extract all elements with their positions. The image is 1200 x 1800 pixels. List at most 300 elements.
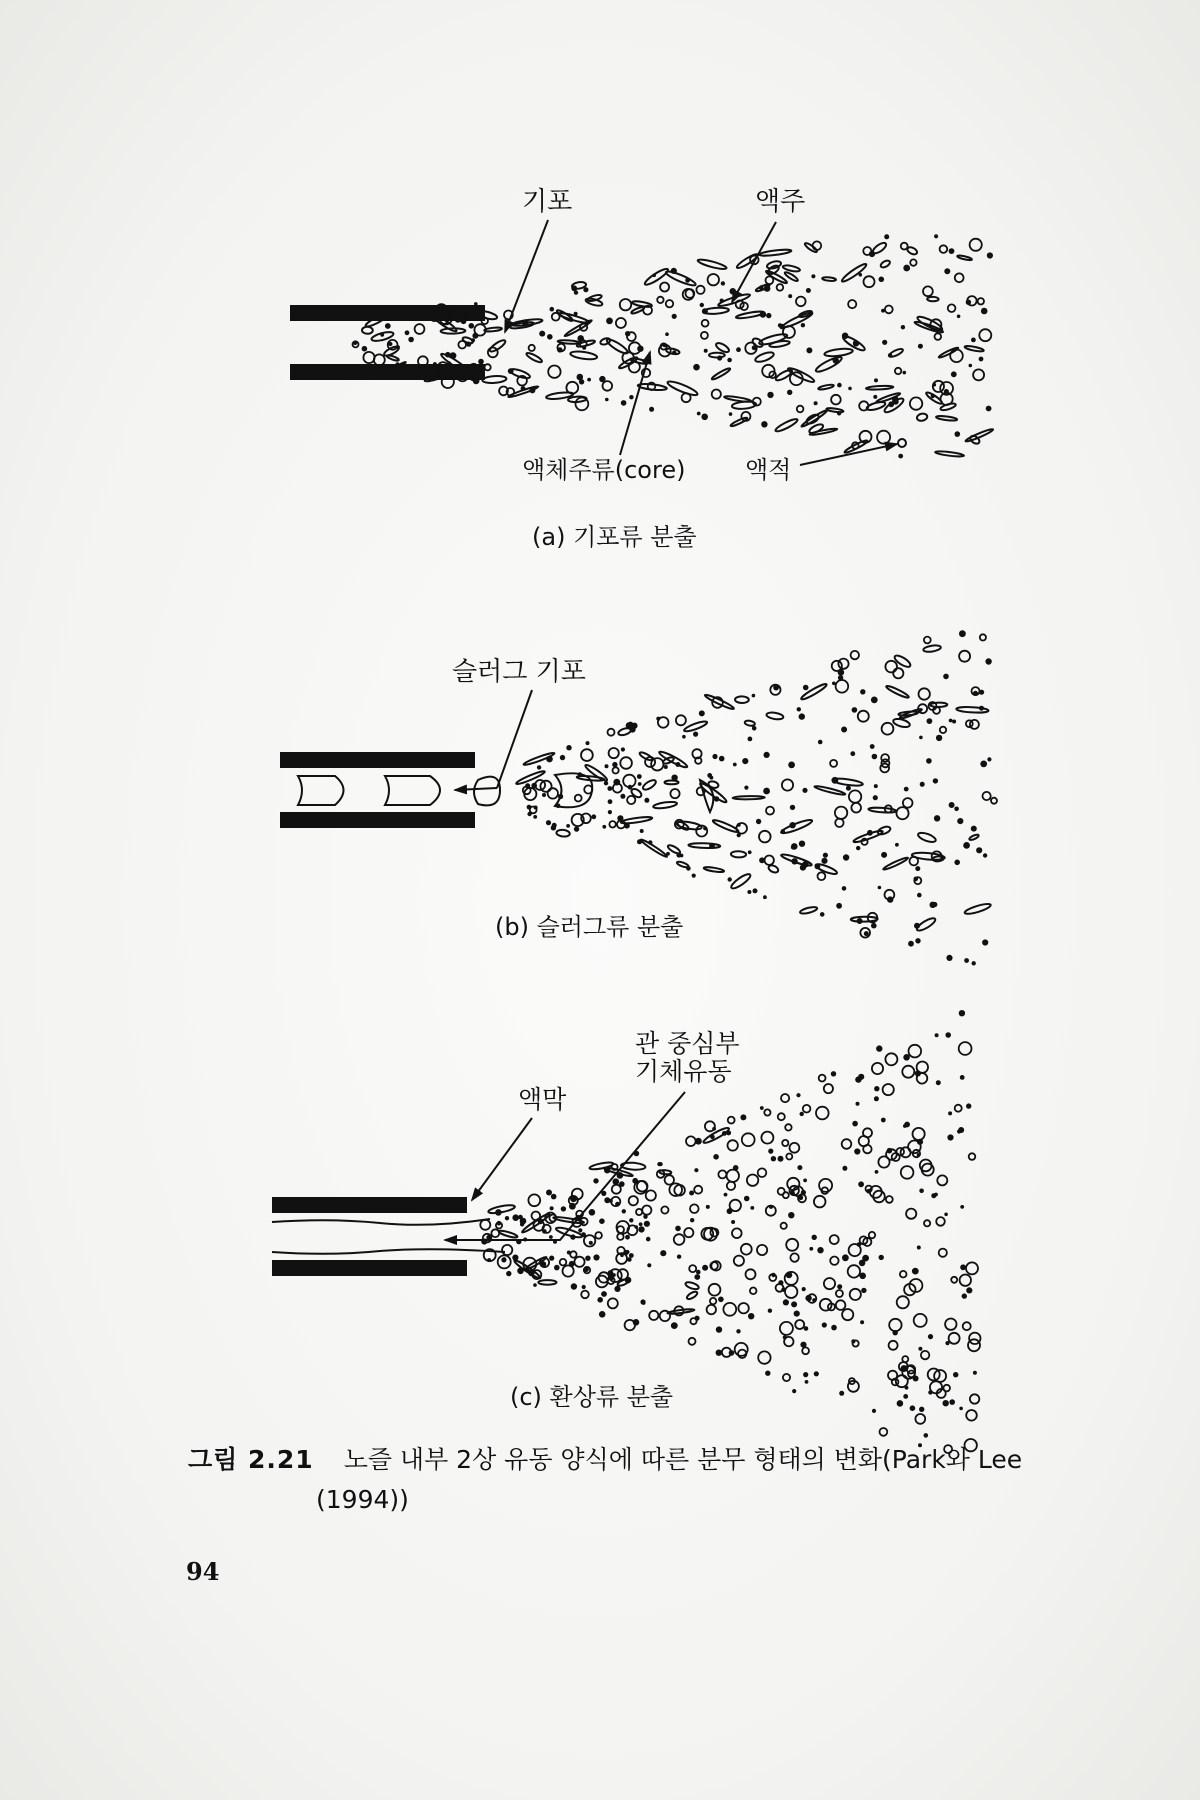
droplet (694, 1274, 700, 1280)
droplet (858, 1074, 864, 1080)
droplet (733, 1165, 739, 1171)
droplet (727, 1170, 739, 1182)
droplet (951, 1277, 957, 1283)
droplet (788, 294, 792, 298)
droplet (945, 1319, 956, 1330)
droplet (846, 786, 851, 791)
droplet (982, 939, 988, 945)
droplet (881, 754, 889, 762)
droplet (533, 815, 537, 819)
liquid-ligament (957, 255, 972, 261)
droplet (747, 890, 751, 894)
droplet (599, 376, 605, 382)
droplet (773, 685, 779, 691)
droplet (702, 320, 709, 327)
droplet (839, 1391, 844, 1396)
liquid-ligament (871, 241, 887, 255)
droplet (627, 796, 635, 804)
liquid-ligament (754, 350, 775, 363)
droplet (819, 1075, 826, 1082)
droplet (557, 347, 562, 352)
droplet (835, 819, 843, 827)
droplet (986, 406, 992, 412)
droplet (783, 1299, 789, 1305)
droplet (551, 1194, 557, 1200)
droplet (980, 634, 986, 640)
spray-particles (353, 234, 994, 458)
droplet (814, 1371, 819, 1376)
liquid-ligament (653, 801, 678, 810)
droplet (921, 1351, 929, 1359)
droplet (634, 1225, 638, 1229)
droplet (747, 1175, 758, 1186)
droplet (910, 397, 922, 409)
droplet (701, 332, 708, 339)
droplet (791, 1301, 797, 1307)
droplet (771, 1156, 776, 1161)
arrow-film (472, 1118, 532, 1200)
liquid-ligament (558, 340, 580, 345)
droplet (983, 853, 987, 857)
droplet (740, 1114, 746, 1120)
droplet (628, 722, 634, 728)
droplet (976, 847, 982, 853)
figure-number: 그림 2.21 (188, 1445, 314, 1474)
liquid-ligament (484, 327, 502, 332)
droplet (693, 364, 700, 371)
droplet (778, 1188, 785, 1195)
droplet (882, 340, 887, 345)
droplet (742, 758, 748, 764)
droplet (837, 383, 842, 388)
droplet (501, 1257, 506, 1262)
droplet (966, 1103, 971, 1108)
label-bubble: 기포 (522, 187, 573, 217)
liquid-ligament (809, 428, 837, 436)
liquid-ligament (766, 712, 784, 721)
droplet (625, 1250, 629, 1254)
droplet (979, 329, 991, 341)
droplet (742, 1133, 755, 1146)
liquid-ligament (509, 367, 531, 380)
liquid-ligament (736, 252, 760, 270)
droplet (396, 345, 400, 349)
droplet (607, 786, 612, 791)
droplet (927, 718, 933, 724)
droplet (805, 1380, 809, 1384)
droplet (854, 1148, 860, 1154)
droplet (587, 378, 591, 382)
droplet (539, 331, 545, 337)
droplet (771, 1273, 775, 1277)
droplet (638, 1226, 644, 1232)
droplet (665, 332, 669, 336)
droplet (863, 1145, 871, 1153)
droplet (801, 323, 805, 327)
droplet (694, 1316, 699, 1321)
droplet (581, 1291, 589, 1299)
droplet (706, 1205, 710, 1209)
droplet (759, 857, 765, 863)
droplet (647, 1263, 651, 1267)
droplet (485, 364, 491, 370)
droplet (949, 248, 955, 254)
droplet (728, 1140, 738, 1150)
droplet (709, 1284, 721, 1296)
droplet (550, 307, 555, 312)
droplet (954, 860, 960, 866)
droplet (873, 795, 878, 800)
liquid-ligament (709, 353, 725, 358)
liquid-ligament (643, 267, 669, 287)
liquid-ligament (917, 831, 937, 844)
droplet (746, 1269, 756, 1279)
droplet (796, 1093, 800, 1097)
droplet (473, 378, 480, 385)
droplet (788, 1212, 794, 1218)
droplet (529, 387, 535, 393)
label-film: 액막 (518, 1085, 567, 1114)
droplet (848, 300, 856, 308)
liquid-ligament (570, 350, 598, 360)
droplet (915, 1414, 925, 1424)
droplet (823, 853, 828, 858)
droplet (581, 1232, 586, 1237)
droplet (744, 786, 748, 790)
droplet (858, 711, 869, 722)
figure-title: 노즐 내부 2상 유동 양식에 따른 분무 형태의 변화(Park와 Lee (343, 1445, 1023, 1474)
droplet (862, 1255, 869, 1262)
droplet (563, 1265, 574, 1276)
droplet (537, 765, 541, 769)
droplet (896, 807, 908, 819)
droplet (712, 754, 717, 759)
droplet (940, 727, 946, 733)
droplet (900, 1271, 907, 1278)
droplet (741, 1244, 752, 1255)
droplet (656, 717, 660, 721)
liquid-ligament (964, 902, 992, 916)
caption-line-2: (1994)) (316, 1485, 409, 1514)
droplet (608, 799, 613, 804)
droplet (528, 1194, 540, 1206)
droplet (966, 300, 971, 305)
droplet (935, 1033, 939, 1037)
droplet (707, 773, 712, 778)
droplet (803, 1179, 807, 1183)
droplet (547, 334, 553, 340)
droplet (909, 1045, 922, 1058)
droplet (842, 1254, 849, 1261)
droplet (830, 1257, 838, 1265)
droplet (799, 713, 805, 719)
droplet (794, 1311, 800, 1317)
droplet (887, 896, 893, 902)
droplet (696, 1270, 701, 1275)
liquid-ligament (800, 682, 828, 701)
droplet (952, 720, 956, 724)
droplet (736, 1329, 740, 1333)
droplet (923, 286, 933, 296)
droplet (753, 888, 758, 893)
droplet (914, 923, 920, 929)
droplet (803, 1372, 808, 1377)
droplet (902, 1356, 908, 1362)
droplet (665, 1175, 674, 1184)
droplet (480, 1220, 490, 1230)
droplet (613, 767, 619, 773)
droplet (385, 323, 391, 329)
liquid-ligament (387, 354, 400, 361)
liquid-ligament (731, 851, 746, 858)
droplet (648, 840, 652, 844)
slug-bubble (385, 776, 440, 805)
droplet (906, 1209, 916, 1219)
droplet (666, 300, 673, 307)
droplet (689, 1265, 696, 1272)
droplet (978, 298, 984, 304)
droplet (659, 1162, 663, 1166)
droplet (819, 1179, 832, 1192)
liquid-ligament (665, 781, 679, 785)
droplet (802, 1347, 809, 1354)
nozzle-wall-top (280, 752, 475, 768)
droplet (852, 1121, 858, 1127)
droplet (638, 782, 642, 786)
droplet (903, 798, 913, 808)
liquid-ligament (685, 1281, 700, 1291)
droplet (951, 371, 957, 377)
droplet (566, 745, 571, 750)
droplet (876, 1045, 882, 1051)
droplet (584, 1235, 595, 1246)
droplet (803, 685, 809, 691)
droplet (672, 314, 677, 319)
droplet (608, 729, 615, 736)
droplet (512, 1255, 518, 1261)
droplet (713, 1154, 719, 1160)
droplet (757, 1245, 767, 1255)
droplet (966, 1410, 977, 1421)
droplet (744, 1196, 750, 1202)
droplet (622, 1209, 626, 1213)
droplet (765, 1371, 770, 1376)
droplet (901, 243, 908, 250)
droplet (830, 1235, 839, 1244)
droplet (763, 788, 770, 795)
droplet (708, 274, 719, 285)
droplet (910, 857, 919, 866)
liquid-ligament (804, 242, 818, 254)
liquid-ligament (482, 375, 506, 383)
droplet (795, 1320, 804, 1329)
droplet (599, 1218, 605, 1224)
droplet (889, 1319, 901, 1331)
panel-b-slug-flow (280, 630, 997, 965)
droplet (570, 1234, 575, 1239)
droplet (955, 1105, 962, 1112)
droplet (625, 1235, 630, 1240)
droplet (917, 893, 922, 898)
droplet (728, 877, 732, 881)
droplet (790, 1253, 798, 1261)
droplet (617, 1234, 623, 1240)
droplet (944, 1213, 948, 1217)
droplet (649, 407, 654, 412)
droplet (928, 1334, 933, 1339)
droplet (917, 1153, 921, 1157)
droplet (949, 802, 955, 808)
liquid-ligament (733, 796, 765, 800)
droplet (858, 1181, 864, 1187)
droplet (944, 268, 950, 274)
droplet (960, 1275, 971, 1286)
droplet (415, 324, 425, 334)
droplet (917, 1246, 921, 1250)
droplet (973, 369, 984, 380)
droplet (889, 1341, 898, 1350)
liquid-ligament (814, 355, 843, 374)
droplet (960, 1075, 965, 1080)
droplet (652, 274, 656, 278)
droplet (880, 1428, 888, 1436)
panel-a-bubbly-flow (290, 187, 994, 551)
droplet (915, 866, 920, 871)
droplet (788, 762, 795, 769)
droplet (971, 338, 976, 343)
droplet (782, 1140, 788, 1146)
droplet (684, 1228, 693, 1237)
droplet (885, 1053, 897, 1065)
droplet (928, 1390, 932, 1394)
droplet (599, 1311, 606, 1318)
droplet (495, 1209, 502, 1216)
droplet (542, 793, 546, 797)
droplet (789, 822, 795, 828)
droplet (824, 1278, 835, 1289)
droplet (578, 1228, 582, 1232)
label-center-gas-line2: 기체유동 (635, 1057, 732, 1086)
droplet (869, 1232, 875, 1238)
droplet (806, 347, 812, 353)
droplet (405, 330, 410, 335)
caption-b: (b) 슬러그류 분출 (495, 913, 684, 941)
droplet (661, 1206, 668, 1213)
liquid-ligament (927, 297, 938, 302)
droplet (738, 1303, 748, 1313)
droplet (577, 335, 584, 342)
droplet (871, 923, 877, 929)
droplet (597, 1297, 603, 1303)
droplet (960, 1264, 966, 1270)
droplet (717, 355, 722, 360)
droplet (786, 1239, 798, 1251)
droplet (782, 779, 793, 790)
droplet (620, 757, 632, 769)
droplet (832, 661, 842, 671)
liquid-ligament (799, 906, 817, 915)
label-slug-bubble: 슬러그 기포 (452, 657, 586, 687)
droplet (733, 763, 737, 767)
droplet (814, 1196, 826, 1208)
droplet (970, 1394, 979, 1403)
droplet (851, 1339, 855, 1343)
droplet (864, 276, 875, 287)
droplet (875, 1170, 879, 1174)
droplet (419, 368, 423, 372)
droplet (954, 807, 959, 812)
droplet (860, 689, 865, 694)
droplet (710, 1135, 715, 1140)
liquid-ligament (697, 258, 727, 271)
droplet (851, 803, 861, 813)
droplet (593, 1254, 599, 1260)
droplet (558, 794, 563, 799)
droplet (833, 357, 839, 363)
droplet (730, 288, 737, 295)
droplet (604, 781, 608, 785)
droplet (802, 788, 807, 793)
droplet (797, 1165, 802, 1170)
droplet (799, 841, 805, 847)
liquid-ligament (683, 720, 708, 733)
droplet (689, 1191, 694, 1196)
liquid-ligament (686, 1290, 699, 1300)
droplet (785, 1124, 791, 1130)
droplet (912, 1268, 919, 1275)
droplet (871, 697, 878, 704)
droplet (831, 1071, 836, 1076)
droplet (935, 333, 942, 340)
droplet (682, 735, 686, 739)
label-center-gas-line1: 관 중심부 (635, 1029, 740, 1058)
droplet (877, 431, 890, 444)
droplet (851, 651, 859, 659)
droplet (595, 1232, 602, 1239)
droplet (374, 354, 385, 365)
droplet (959, 1042, 972, 1055)
droplet (408, 337, 414, 343)
droplet (818, 740, 823, 745)
droplet (589, 1241, 593, 1245)
droplet (540, 781, 551, 792)
liquid-ligament (818, 384, 834, 391)
droplet (987, 252, 993, 258)
droplet (959, 630, 966, 637)
droplet (637, 839, 642, 844)
droplet (980, 761, 987, 768)
droplet (818, 872, 826, 880)
droplet (624, 823, 630, 829)
droplet (605, 764, 609, 768)
droplet (778, 1113, 785, 1120)
liquid-ligament (735, 696, 749, 703)
droplet (768, 1149, 773, 1154)
arrow-bubble (505, 220, 548, 332)
droplet (933, 778, 938, 783)
liquid-ligament (617, 1278, 630, 1287)
droplet (881, 309, 885, 313)
droplet (882, 723, 894, 735)
droplet (602, 825, 606, 829)
droplet (949, 1333, 960, 1344)
page-number: 94 (186, 1557, 220, 1586)
droplet (777, 284, 784, 291)
droplet (581, 749, 593, 761)
droplet (690, 1218, 694, 1222)
droplet (584, 1267, 589, 1272)
droplet (433, 362, 437, 366)
